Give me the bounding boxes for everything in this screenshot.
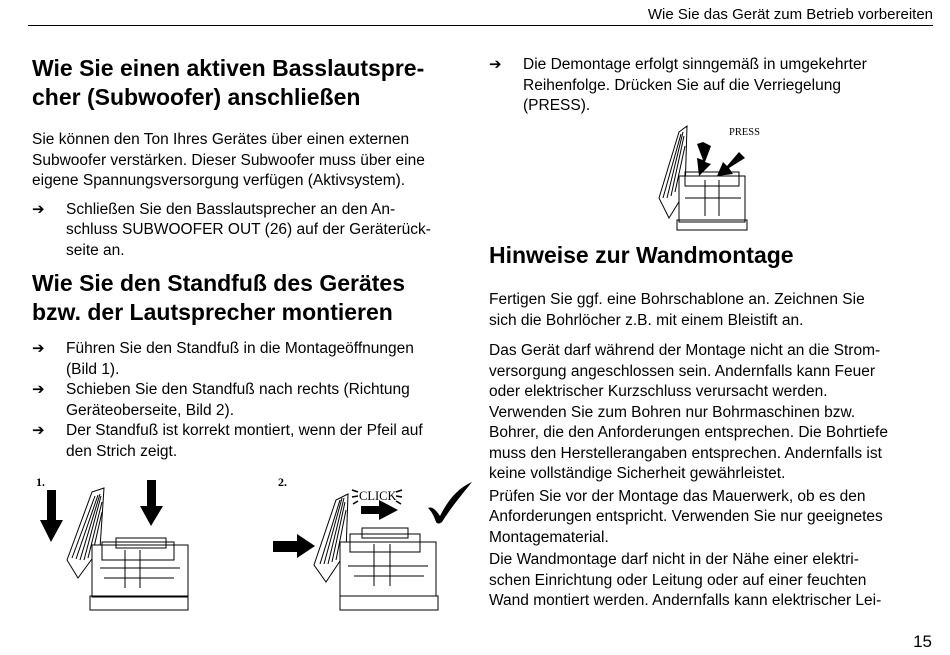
step-item: ➔ Schließen Sie den Basslautsprecher an den An- schluss SUBWOOFER OUT (26) auf der Geräterück- seite an.: [32, 200, 431, 259]
wandmontage-paragraph: Fertigen Sie ggf. eine Bohrschablone an. Zeichnen Sie sich die Bohrlöcher z.B. mit einem Bleistift an.: [489, 291, 865, 329]
step-item: ➔ Führen Sie den Standfuß in die Montageöffnungen (Bild 1).: [32, 340, 414, 378]
down-arrow-right: [140, 480, 163, 526]
click-label: CLICK: [359, 489, 397, 503]
figure-1-label: 1.: [36, 475, 45, 489]
right-arrow-click: [361, 500, 398, 520]
heading-subwoofer: [32, 54, 464, 112]
page-number: 15: [913, 632, 932, 651]
wandmontage-paragraph: Die Wandmontage darf nicht in der Nähe einer elektri- schen Einrichtung oder Leitung oder auf einer feuchten Wand montiert werden. Andernfalls kann elektrischer Lei-: [489, 551, 882, 609]
step-item: ➔ Schieben Sie den Standfuß nach rechts (Richtung Geräteoberseite, Bild 2).: [32, 381, 410, 419]
step-item: ➔ Der Standfuß ist korrekt montiert, wenn der Pfeil auf den Strich zeigt.: [32, 422, 423, 460]
header-rule: [28, 25, 933, 26]
arrow-right-icon: ➔: [32, 381, 45, 398]
heading-line: cher (Subwoofer) anschließen: [32, 84, 361, 110]
right-lower: [489, 241, 929, 612]
subwoofer-paragraph: Sie können den Ton Ihres Gerätes über einen externen Subwoofer verstärken. Dieser Subwoofer muss über eine eigene Spannungsversorgung verfügen (Aktivsystem).: [32, 131, 425, 189]
heading-standfuss: [32, 269, 464, 327]
arrow-right-icon: ➔: [489, 56, 502, 73]
arrow-right-icon: ➔: [32, 340, 45, 357]
arrow-right-icon: ➔: [32, 422, 45, 439]
wandmontage-paragraph: Prüfen Sie vor der Montage das Mauerwerk, ob es den Anforderungen entspricht. Verwenden Sie nur geeignetes Montagematerial.: [489, 487, 883, 546]
checkmark-icon: [424, 480, 476, 526]
down-arrow-left: [40, 490, 63, 542]
press-arrow-1: [697, 142, 711, 176]
left-column: [32, 52, 464, 462]
step-item: ➔ Die Demontage erfolgt sinngemäß in umgekehrter Reihenfolge. Drücken Sie auf die Verriegelung (PRESS).: [489, 56, 867, 114]
demontage-steps: [489, 55, 929, 117]
press-illustration: [655, 122, 775, 234]
right-arrow-left: [273, 534, 315, 558]
subwoofer-steps: [32, 200, 464, 262]
figure-1-illustration: [30, 470, 230, 622]
heading-line: bzw. der Lautsprecher montieren: [32, 299, 393, 325]
right-column: [489, 52, 929, 117]
tv-stand-drawing: [67, 488, 188, 610]
wandmontage-paragraph: Das Gerät darf während der Montage nicht an die Strom- versorgung angeschlossen sein. Andernfalls kann Feuer oder elektrischer Kurzschluss verursacht werden. Verwenden Sie zum Bohren nur Bohrmaschinen bzw. Bohrer, die den Anforderungen entsprechen. Die Bohrtiefe muss den Herstellerangaben entsprechen. Andernfalls ist keine vollständige Sicherheit gewährleistet.: [489, 342, 888, 482]
heading-line: Wie Sie einen aktiven Basslautspre-: [32, 55, 425, 81]
standfuss-steps: [32, 339, 464, 462]
tv-stand-drawing: [659, 126, 747, 230]
heading-line: Wie Sie den Standfuß des Gerätes: [32, 270, 405, 296]
running-header: Wie Sie das Gerät zum Betrieb vorbereiten: [647, 6, 933, 23]
arrow-right-icon: ➔: [32, 200, 45, 218]
heading-wandmontage: Hinweise zur Wandmontage: [489, 242, 794, 268]
press-label: PRESS: [729, 127, 760, 138]
figure-2-label: 2.: [278, 475, 287, 489]
